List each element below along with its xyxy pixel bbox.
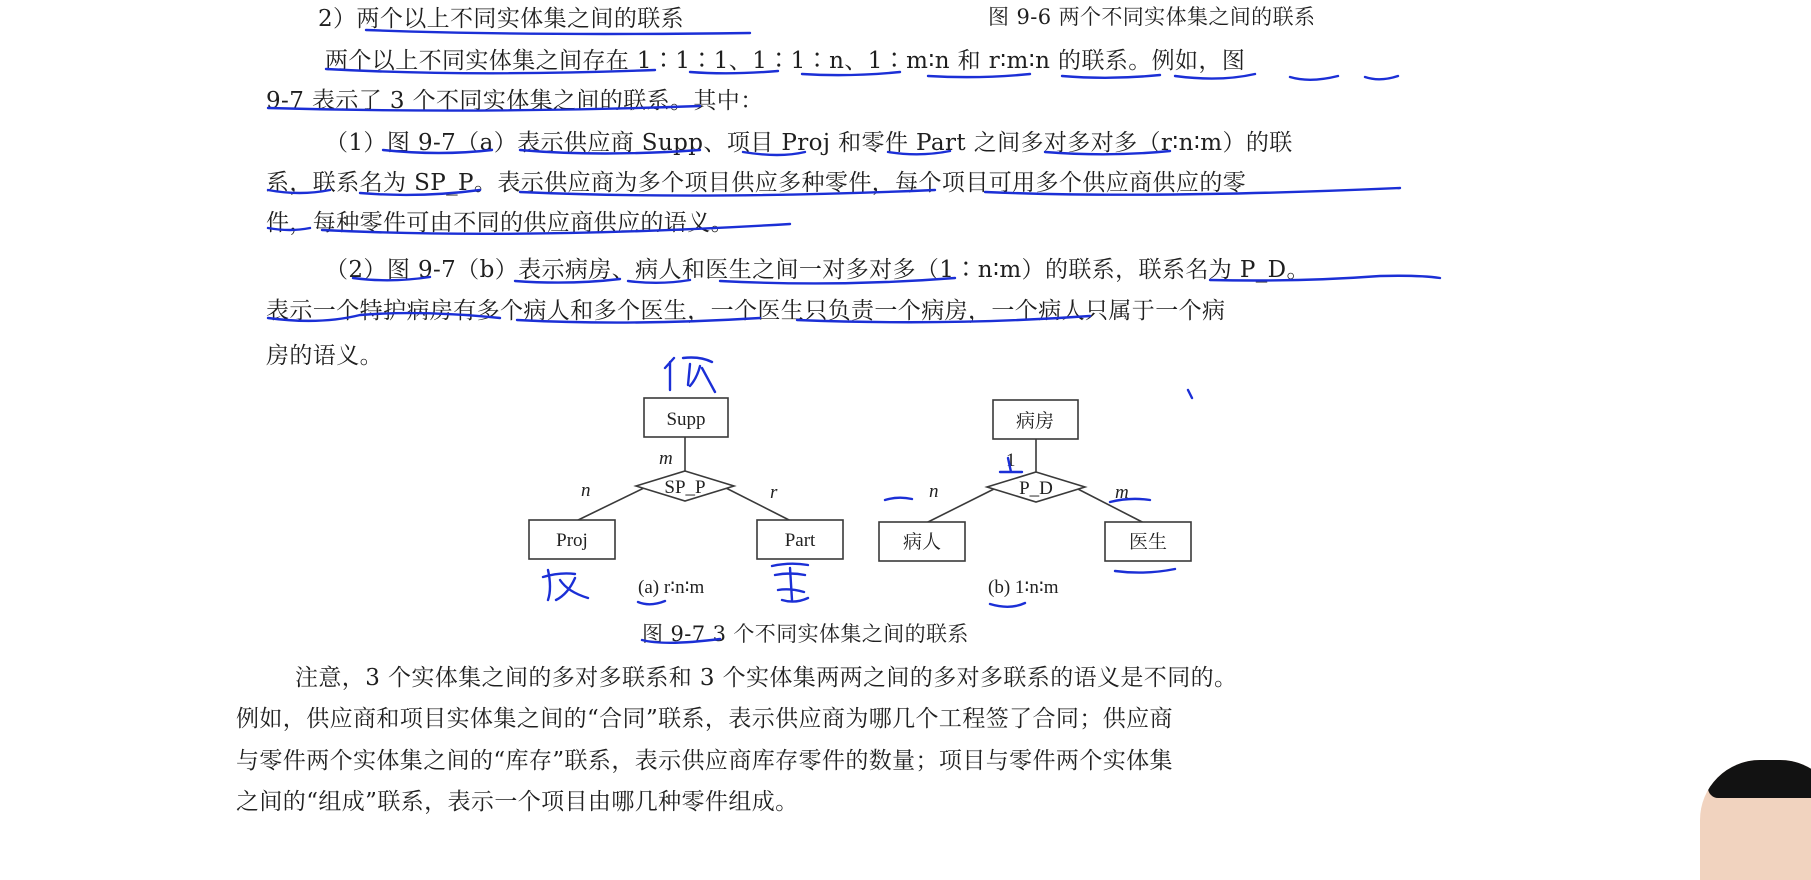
item1-line-1: （1）图 9-7（a）表示供应商 Supp、项目 Proj 和零件 Part 之间多对多对多（r∶n∶m）的联 (325, 130, 1293, 156)
cardinality-a-top: m (659, 448, 673, 469)
note-line-4: 之间的“组成”联系，表示一个项目由哪几种零件组成。 (236, 789, 799, 815)
intro-line-2: 9-7 表示了 3 个不同实体集之间的联系。其中： (266, 88, 764, 114)
note-line-3: 与零件两个实体集之间的“库存”联系，表示供应商库存零件的数量；项目与零件两个实体集 (236, 748, 1173, 774)
entity-doctor-label: 医生 (1128, 532, 1168, 553)
cardinality-a-right: r (770, 482, 778, 503)
cardinality-b-top: 1 (1006, 450, 1016, 471)
item2-line-3: 房的语义。 (266, 343, 383, 369)
entity-ward-label: 病房 (1015, 411, 1055, 432)
entity-part-label: Part (784, 530, 816, 551)
er-diagram-a (529, 398, 843, 598)
cardinality-a-left: n (581, 480, 591, 501)
item2-line-1: （2）图 9-7（b）表示病房、病人和医生之间一对多对多（1∶n∶m）的联系，联系名为 P_D。 (325, 257, 1310, 283)
subcaption-a: (a) r∶n∶m (638, 577, 705, 598)
subcaption-b: (b) 1∶n∶m (988, 577, 1059, 598)
cardinality-b-left: n (929, 481, 939, 502)
intro-line-1: 两个以上不同实体集之间存在 1∶1∶1、1∶1∶n、1∶m∶n 和 r∶m∶n 的联系。例如，图 (325, 48, 1246, 74)
item1-line-3: 件，每种零件可由不同的供应商供应的语义。 (266, 210, 734, 236)
er-diagram-b (879, 400, 1191, 598)
item1-line-2: 系，联系名为 SP_P。表示供应商为多个项目供应多种零件，每个项目可用多个供应商供应的零 (266, 170, 1247, 196)
previous-figure-caption: 图 9-6 两个不同实体集之间的联系 (988, 5, 1316, 29)
presenter-avatar (1700, 760, 1811, 880)
entity-proj-label: Proj (556, 530, 588, 551)
item2-line-2: 表示一个特护病房有多个病人和多个医生，一个医生只负责一个病房，一个病人只属于一个病 (266, 298, 1226, 324)
entity-patient-label: 病人 (902, 532, 942, 553)
figure-caption: 图 9-7 3 个不同实体集之间的联系 (642, 622, 969, 646)
relationship-sp-p-label: SP_P (664, 477, 706, 498)
note-line-1: 注意，3 个实体集之间的多对多联系和 3 个实体集两两之间的多对多联系的语义是不同的。 (295, 665, 1238, 691)
section-heading: 2）两个以上不同实体集之间的联系 (318, 6, 685, 32)
edge-b-right (1074, 487, 1148, 525)
note-line-2: 例如，供应商和项目实体集之间的“合同”联系，表示供应商为哪几个工程签了合同；供应商 (236, 706, 1173, 732)
entity-supp-label: Supp (666, 409, 706, 430)
cardinality-b-right: m (1115, 482, 1129, 503)
relationship-p-d-label: P_D (1019, 478, 1053, 499)
edge-a-right (722, 486, 795, 523)
